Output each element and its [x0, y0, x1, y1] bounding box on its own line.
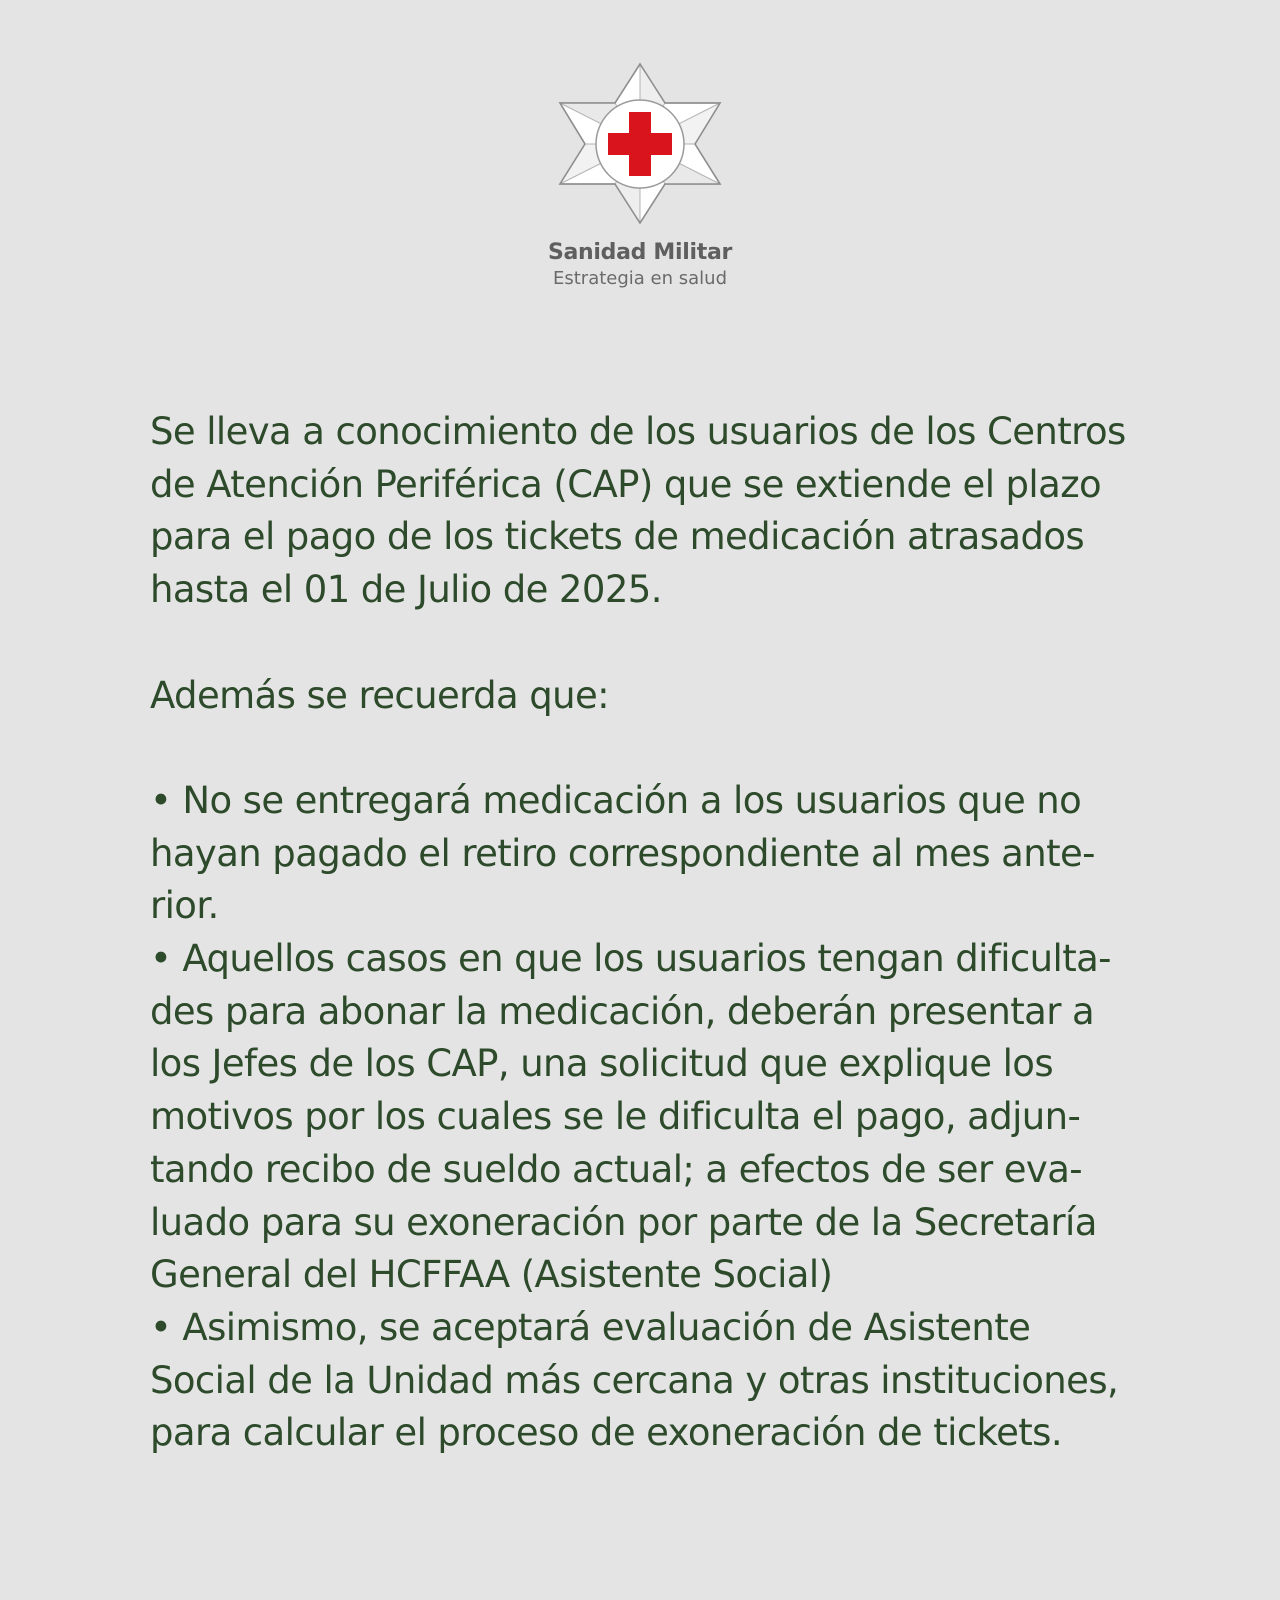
- list-line: motivos por los cuales se le dificulta el pago, adjun-: [150, 1095, 1081, 1139]
- intro-line: Se lleva a conocimiento de los usuarios de los Centros: [150, 410, 1126, 453]
- intro-paragraph: [150, 406, 1150, 617]
- paragraph-spacer: [150, 722, 1150, 775]
- list-line: • No se entregará medicación a los usuarios que no: [150, 778, 1082, 822]
- list-line: hayan pagado el retiro correspondiente al mes ante-: [150, 831, 1095, 875]
- list-line: para calcular el proceso de exoneración de tickets.: [150, 1411, 1062, 1455]
- list-line: luado para su exoneración por parte de la Secretaría: [150, 1200, 1097, 1244]
- reminder-heading: Además se recuerda que:: [150, 673, 610, 717]
- list-line: des para abonar la medicación, deberán presentar a: [150, 989, 1095, 1033]
- list-line: los Jefes de los CAP, una solicitud que explique los: [150, 1042, 1054, 1086]
- star-red-cross-icon: [555, 60, 725, 226]
- list-line: Social de la Unidad más cercana y otras instituciones,: [150, 1358, 1119, 1402]
- organization-tagline: Estrategia en salud: [553, 268, 727, 289]
- organization-name: Sanidad Militar: [547, 240, 733, 265]
- intro-line: para el pago de los tickets de medicación atrasados: [150, 515, 1085, 559]
- intro-line: hasta el 01 de Julio de 2025.: [150, 568, 662, 612]
- list-line: rior.: [150, 884, 219, 928]
- intro-line: de Atención Periférica (CAP) que se extiende el plazo: [150, 462, 1102, 506]
- paragraph-spacer: [150, 617, 1150, 670]
- organization-logo: [0, 60, 1280, 289]
- list-line: • Aquellos casos en que los usuarios tengan dificulta-: [150, 937, 1111, 980]
- notice-body: [150, 406, 1150, 1460]
- list-line: General del HCFFAA (Asistente Social): [150, 1253, 833, 1297]
- list-line: tando recibo de sueldo actual; a efectos de ser eva-: [150, 1147, 1083, 1191]
- reminder-list: [150, 775, 1150, 1460]
- list-line: • Asimismo, se aceptará evaluación de Asistente: [150, 1305, 1031, 1349]
